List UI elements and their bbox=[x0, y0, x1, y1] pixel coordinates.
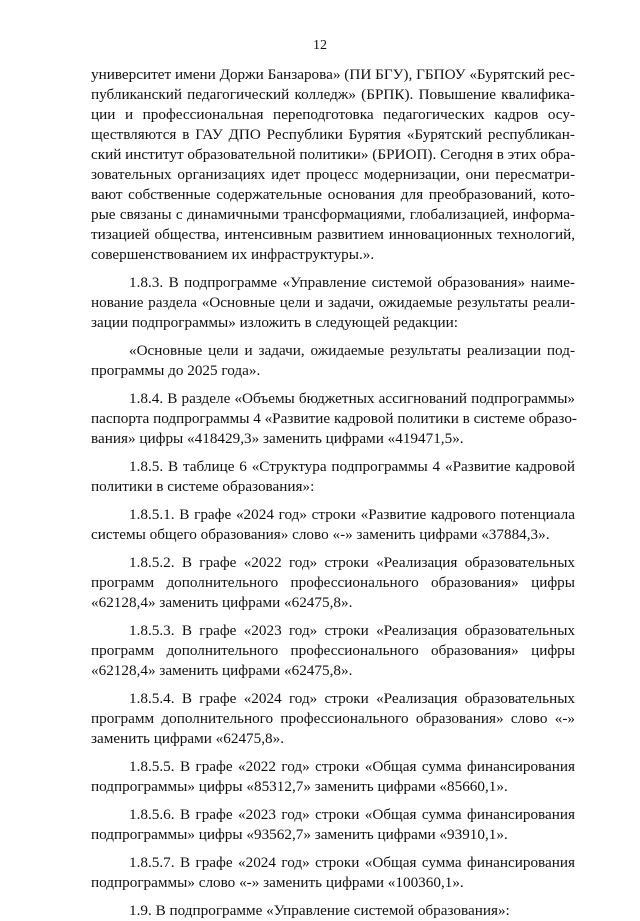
text-line: вают собственные содержательные основания для преобразований, кото- bbox=[91, 186, 575, 203]
paragraph-gap bbox=[91, 893, 575, 901]
paragraph-gap bbox=[91, 845, 575, 853]
text-line: публиканский педагогический колледж» (БРПК). Повышение квалифика- bbox=[91, 86, 575, 103]
paragraph-gap bbox=[91, 449, 575, 457]
text-line: ский институт образовательной политики» (БРИОП). Сегодня в этих обра- bbox=[91, 146, 576, 163]
text-line: 1.8.5.1. В графе «2024 год» строки «Развитие кадрового потенциала bbox=[129, 506, 575, 523]
paragraph bbox=[91, 805, 575, 845]
text-line: университет имени Доржи Банзарова» (ПИ БГУ), ГБПОУ «Бурятский рес- bbox=[91, 66, 575, 83]
paragraph bbox=[91, 621, 575, 681]
paragraph-gap bbox=[91, 545, 575, 553]
text-line: ществляются в ГАУ ДПО Республики Бурятия «Бурятский республикан- bbox=[91, 126, 575, 143]
text-line: ции и профессиональная переподготовка педагогических кадров осу- bbox=[91, 106, 575, 123]
paragraph bbox=[91, 757, 575, 797]
paragraph bbox=[91, 341, 575, 381]
text-line: 1.9. В подпрограмме «Управление системой образования»: bbox=[129, 902, 510, 919]
text-line: 1.8.5.4. В графе «2024 год» строки «Реализация образовательных bbox=[129, 690, 575, 707]
text-line: зации подпрограммы» изложить в следующей редакции: bbox=[91, 314, 458, 331]
text-line: тизацией общества, интенсивным развитием инновационных технологий, bbox=[91, 226, 575, 243]
text-line: программ дополнительного профессионального образования» цифры bbox=[91, 642, 575, 659]
paragraph-gap bbox=[91, 333, 575, 341]
text-line: паспорта подпрограммы 4 «Развитие кадровой политики в системе образо- bbox=[91, 410, 577, 427]
paragraph bbox=[91, 273, 575, 333]
paragraph-gap bbox=[91, 749, 575, 757]
paragraph-gap bbox=[91, 381, 575, 389]
paragraph-gap bbox=[91, 797, 575, 805]
text-line: 1.8.5.7. В графе «2024 год» строки «Общая сумма финансирования bbox=[129, 854, 575, 871]
text-line: заменить цифрами «62475,8». bbox=[91, 730, 285, 747]
text-line: «Основные цели и задачи, ожидаемые результаты реализации под- bbox=[129, 342, 575, 359]
text-line: 1.8.3. В подпрограмме «Управление системой образования» наиме- bbox=[129, 274, 575, 291]
text-line: 1.8.4. В разделе «Объемы бюджетных ассигнований подпрограммы» bbox=[129, 390, 575, 407]
text-line: подпрограммы» цифры «93562,7» заменить цифрами «93910,1». bbox=[91, 826, 508, 843]
paragraph bbox=[91, 457, 575, 497]
text-line: «62128,4» заменить цифрами «62475,8». bbox=[91, 594, 353, 611]
text-line: политики в системе образования»: bbox=[91, 478, 315, 495]
paragraph-gap bbox=[91, 265, 575, 273]
page-number: 12 bbox=[313, 38, 327, 53]
document-body bbox=[91, 65, 575, 921]
text-line: зовательных организациях идет процесс модернизации, они пересматри- bbox=[91, 166, 575, 183]
text-line: 1.8.5. В таблице 6 «Структура подпрограммы 4 «Развитие кадровой bbox=[129, 458, 575, 475]
paragraph bbox=[91, 853, 575, 893]
text-line: нование раздела «Основные цели и задачи, ожидаемые результаты реали- bbox=[91, 294, 575, 311]
paragraph bbox=[91, 65, 575, 265]
text-line: 1.8.5.3. В графе «2023 год» строки «Реализация образовательных bbox=[129, 622, 575, 639]
text-line: подпрограммы» слово «-» заменить цифрами «100360,1». bbox=[91, 874, 464, 891]
paragraph-gap bbox=[91, 497, 575, 505]
paragraph bbox=[91, 553, 575, 613]
paragraph-gap bbox=[91, 613, 575, 621]
paragraph bbox=[91, 689, 575, 749]
text-line: рые связаны с динамичными трансформациями, глобализацией, информа- bbox=[91, 206, 575, 223]
text-line: 1.8.5.6. В графе «2023 год» строки «Общая сумма финансирования bbox=[129, 806, 575, 823]
text-line: программы до 2025 года». bbox=[91, 362, 261, 379]
text-line: системы общего образования» слово «-» заменить цифрами «37884,3». bbox=[91, 526, 550, 543]
text-line: 1.8.5.5. В графе «2022 год» строки «Общая сумма финансирования bbox=[129, 758, 575, 775]
text-line: «62128,4» заменить цифрами «62475,8». bbox=[91, 662, 353, 679]
paragraph-gap bbox=[91, 681, 575, 689]
paragraph bbox=[91, 901, 575, 921]
text-line: подпрограммы» цифры «85312,7» заменить цифрами «85660,1». bbox=[91, 778, 508, 795]
paragraph bbox=[91, 389, 575, 449]
text-line: совершенствованием их инфраструктуры.». bbox=[91, 246, 375, 263]
text-line: программ дополнительного профессионального образования» цифры bbox=[91, 574, 575, 591]
text-line: вания» цифры «418429,3» заменить цифрами «419471,5». bbox=[91, 430, 464, 447]
text-line: программ дополнительного профессионального образования» слово «-» bbox=[91, 710, 575, 727]
text-line: 1.8.5.2. В графе «2022 год» строки «Реализация образовательных bbox=[129, 554, 575, 571]
paragraph bbox=[91, 505, 575, 545]
